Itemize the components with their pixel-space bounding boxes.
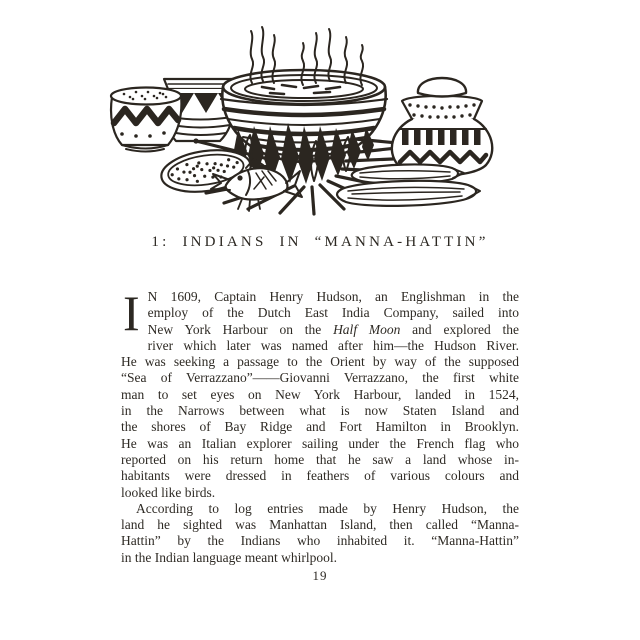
body-line	[121, 322, 519, 338]
body-line	[121, 468, 519, 484]
chapter-title: 1: INDIANS IN “MANNA-HATTIN”	[151, 234, 489, 250]
text-run: He was an Italian explorer sailing under the French flag who	[121, 435, 519, 451]
text-run: He was seeking a passage to the Orient by way of the supposed	[121, 354, 519, 370]
body-line	[121, 387, 519, 403]
text-run: land he sighted was Manhattan Island, then called “Manna-	[121, 517, 519, 533]
body-line	[121, 338, 519, 354]
text-run: and explored the	[400, 321, 520, 337]
body-line	[121, 533, 519, 549]
body-line	[121, 354, 519, 370]
body-line	[121, 370, 519, 386]
text-run: man to set eyes on New York Harbour, landed in 1524,	[121, 386, 519, 402]
body-line	[121, 419, 519, 435]
text-run: “Sea of Verrazzano”——Giovanni Verrazzano, the first white	[121, 370, 519, 386]
body-line	[121, 436, 519, 452]
lidded-jar-icon	[392, 78, 492, 176]
text-run: in the Narrows between what is now Staten Island and	[121, 403, 519, 419]
body-line	[121, 289, 519, 305]
text-run: N 1609, Captain Henry Hudson, an Englishman in the	[147, 289, 519, 304]
body-line	[121, 501, 519, 517]
paragraph	[121, 501, 519, 566]
patterned-cup-icon	[111, 88, 181, 152]
text-run: employ of the Dutch East India Company, sailed into	[147, 305, 519, 321]
text-run: reported on his return home that he saw a land whose in-	[121, 451, 519, 467]
page-number: 19	[312, 568, 328, 583]
body-line	[121, 517, 519, 533]
body-line	[121, 550, 519, 566]
text-run: in the Indian language meant whirlpool.	[121, 549, 337, 565]
text-run: the shores of Bay Ridge and Fort Hamilton in Brooklyn.	[121, 419, 519, 435]
body-line	[121, 305, 519, 321]
text-run: habitants were dressed in feathers of various colours and	[121, 468, 519, 484]
text-run: looked like birds.	[121, 484, 216, 500]
body-line	[121, 403, 519, 419]
body-line	[121, 452, 519, 468]
italic-text-run: Half Moon	[333, 321, 401, 337]
text-run: river which later was named after him—the Hudson River.	[147, 337, 519, 353]
paragraph	[121, 285, 520, 501]
body-line	[121, 485, 519, 501]
body-text	[121, 285, 520, 566]
text-run: New York Harbour on the	[147, 321, 334, 337]
text-run: Hattin” by the Indians who inhabited it. “Manna-Hattin”	[121, 533, 519, 549]
cooking-scene-drawing	[100, 20, 540, 218]
corn-cobs-icon	[337, 164, 480, 205]
text-run: According to log entries made by Henry Hudson, the	[136, 500, 519, 516]
chapter-illustration	[100, 20, 540, 218]
drop-cap: I	[123, 285, 140, 341]
